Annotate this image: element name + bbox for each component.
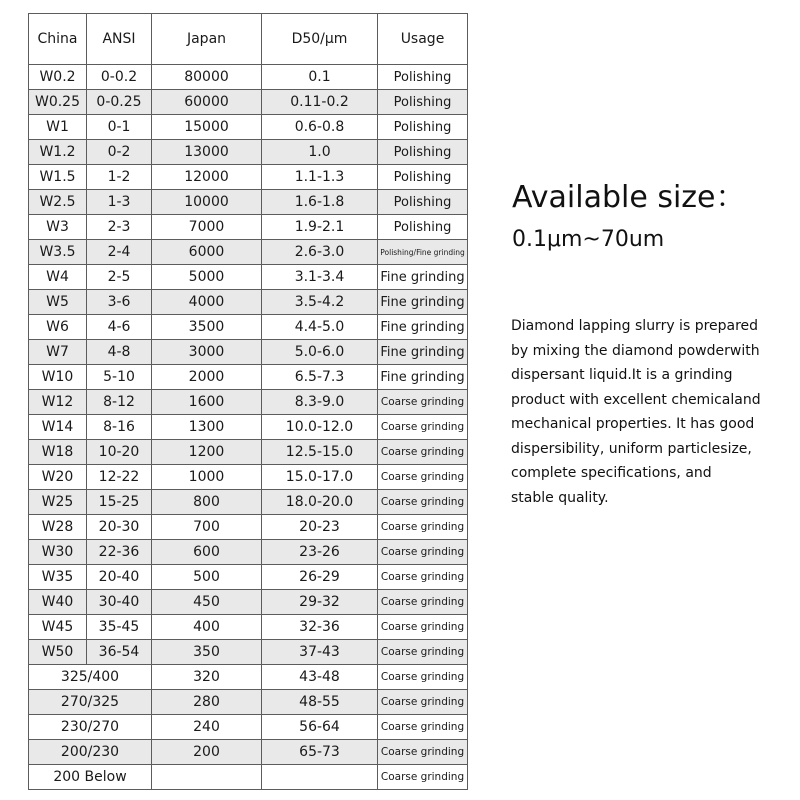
grit-size-table — [28, 13, 468, 790]
cell-d50: 65-73 — [262, 740, 378, 765]
cell-usage: Fine grinding — [378, 290, 468, 315]
product-description — [511, 314, 796, 510]
cell-d50: 29-32 — [262, 590, 378, 615]
cell-japan: 7000 — [152, 215, 262, 240]
cell-china: W2.5 — [29, 190, 87, 215]
cell-china: W50 — [29, 640, 87, 665]
cell-d50: 37-43 — [262, 640, 378, 665]
table-row — [29, 265, 468, 290]
cell-usage: Polishing — [378, 65, 468, 90]
cell-usage: Coarse grinding — [378, 765, 468, 790]
table-row — [29, 340, 468, 365]
cell-usage: Coarse grinding — [378, 390, 468, 415]
cell-japan: 10000 — [152, 190, 262, 215]
header-usage: Usage — [378, 14, 468, 65]
cell-mesh: 200 Below — [29, 765, 152, 790]
table-row — [29, 315, 468, 340]
table-row — [29, 190, 468, 215]
cell-usage: Polishing — [378, 215, 468, 240]
cell-ansi: 0-1 — [87, 115, 152, 140]
cell-usage: Fine grinding — [378, 265, 468, 290]
cell-china: W1 — [29, 115, 87, 140]
cell-china: W7 — [29, 340, 87, 365]
cell-d50: 12.5-15.0 — [262, 440, 378, 465]
cell-mesh: 270/325 — [29, 690, 152, 715]
cell-ansi: 2-3 — [87, 215, 152, 240]
cell-d50: 0.1 — [262, 65, 378, 90]
cell-mesh: 230/270 — [29, 715, 152, 740]
cell-china: W3 — [29, 215, 87, 240]
cell-d50: 1.0 — [262, 140, 378, 165]
table-row — [29, 240, 468, 265]
cell-japan: 400 — [152, 615, 262, 640]
cell-ansi: 15-25 — [87, 490, 152, 515]
cell-japan: 600 — [152, 540, 262, 565]
description-line: Diamond lapping slurry is prepared — [511, 318, 759, 334]
cell-d50: 1.6-1.8 — [262, 190, 378, 215]
cell-ansi: 3-6 — [87, 290, 152, 315]
cell-ansi: 8-16 — [87, 415, 152, 440]
cell-ansi: 8-12 — [87, 390, 152, 415]
cell-ansi: 12-22 — [87, 465, 152, 490]
cell-usage: Coarse grinding — [378, 690, 468, 715]
cell-china: W35 — [29, 565, 87, 590]
cell-japan: 2000 — [152, 365, 262, 390]
table-row — [29, 465, 468, 490]
cell-usage: Coarse grinding — [378, 640, 468, 665]
cell-ansi: 20-40 — [87, 565, 152, 590]
cell-d50: 32-36 — [262, 615, 378, 640]
cell-usage: Fine grinding — [378, 340, 468, 365]
cell-ansi: 0-2 — [87, 140, 152, 165]
cell-china: W28 — [29, 515, 87, 540]
cell-ansi: 2-5 — [87, 265, 152, 290]
cell-d50: 15.0-17.0 — [262, 465, 378, 490]
cell-d50: 43-48 — [262, 665, 378, 690]
cell-japan: 200 — [152, 740, 262, 765]
cell-japan: 280 — [152, 690, 262, 715]
cell-china: W25 — [29, 490, 87, 515]
table-header-row — [29, 14, 468, 65]
cell-china: W10 — [29, 365, 87, 390]
cell-ansi: 35-45 — [87, 615, 152, 640]
cell-d50: 3.5-4.2 — [262, 290, 378, 315]
cell-d50: 26-29 — [262, 565, 378, 590]
cell-usage: Polishing — [378, 140, 468, 165]
cell-ansi: 20-30 — [87, 515, 152, 540]
table-row — [29, 515, 468, 540]
cell-usage: Fine grinding — [378, 315, 468, 340]
cell-usage: Coarse grinding — [378, 415, 468, 440]
cell-d50: 5.0-6.0 — [262, 340, 378, 365]
table-row — [29, 540, 468, 565]
cell-china: W6 — [29, 315, 87, 340]
cell-ansi: 1-3 — [87, 190, 152, 215]
cell-china: W5 — [29, 290, 87, 315]
description-line: product with excellent chemicaland — [511, 391, 761, 408]
cell-d50: 48-55 — [262, 690, 378, 715]
cell-ansi: 5-10 — [87, 365, 152, 390]
cell-japan: 350 — [152, 640, 262, 665]
description-line: stable quality. — [511, 489, 609, 506]
cell-japan: 80000 — [152, 65, 262, 90]
table-row — [29, 115, 468, 140]
table-row — [29, 290, 468, 315]
table-row — [29, 365, 468, 390]
cell-japan: 500 — [152, 565, 262, 590]
cell-china: W18 — [29, 440, 87, 465]
cell-d50: 0.6-0.8 — [262, 115, 378, 140]
cell-japan: 1600 — [152, 390, 262, 415]
table-row — [29, 440, 468, 465]
cell-mesh: 200/230 — [29, 740, 152, 765]
cell-d50: 18.0-20.0 — [262, 490, 378, 515]
cell-japan: 800 — [152, 490, 262, 515]
cell-d50: 20-23 — [262, 515, 378, 540]
cell-d50: 10.0-12.0 — [262, 415, 378, 440]
cell-china: W0.25 — [29, 90, 87, 115]
cell-japan: 12000 — [152, 165, 262, 190]
cell-d50 — [262, 765, 378, 790]
cell-japan — [152, 765, 262, 790]
table-row — [29, 640, 468, 665]
cell-ansi: 0-0.25 — [87, 90, 152, 115]
cell-ansi: 4-8 — [87, 340, 152, 365]
cell-usage: Polishing — [378, 115, 468, 140]
description-line: dispersibility, uniform particlesize, — [511, 440, 752, 457]
cell-d50: 4.4-5.0 — [262, 315, 378, 340]
cell-d50: 1.1-1.3 — [262, 165, 378, 190]
cell-japan: 13000 — [152, 140, 262, 165]
cell-usage: Coarse grinding — [378, 715, 468, 740]
cell-japan: 1200 — [152, 440, 262, 465]
cell-japan: 240 — [152, 715, 262, 740]
cell-ansi: 0-0.2 — [87, 65, 152, 90]
cell-usage: Fine grinding — [378, 365, 468, 390]
cell-china: W14 — [29, 415, 87, 440]
table-row — [29, 415, 468, 440]
cell-usage: Coarse grinding — [378, 590, 468, 615]
cell-ansi: 36-54 — [87, 640, 152, 665]
table-row — [29, 215, 468, 240]
table-row — [29, 615, 468, 640]
cell-japan: 700 — [152, 515, 262, 540]
header-china: China — [29, 14, 87, 65]
table-row — [29, 490, 468, 515]
cell-japan: 5000 — [152, 265, 262, 290]
cell-china: W0.2 — [29, 65, 87, 90]
cell-usage: Coarse grinding — [378, 440, 468, 465]
cell-china: W1.2 — [29, 140, 87, 165]
cell-usage: Coarse grinding — [378, 490, 468, 515]
cell-d50: 1.9-2.1 — [262, 215, 378, 240]
cell-ansi: 22-36 — [87, 540, 152, 565]
cell-japan: 60000 — [152, 90, 262, 115]
cell-ansi: 30-40 — [87, 590, 152, 615]
cell-d50: 2.6-3.0 — [262, 240, 378, 265]
description-line: dispersant liquid.It is a grinding — [511, 367, 733, 383]
cell-china: W20 — [29, 465, 87, 490]
cell-ansi: 10-20 — [87, 440, 152, 465]
cell-china: W45 — [29, 615, 87, 640]
table-row — [29, 690, 468, 715]
header-d50: D50/µm — [262, 14, 378, 65]
table-row — [29, 390, 468, 415]
table-row — [29, 65, 468, 90]
header-japan: Japan — [152, 14, 262, 65]
cell-china: W4 — [29, 265, 87, 290]
cell-japan: 15000 — [152, 115, 262, 140]
cell-usage: Coarse grinding — [378, 740, 468, 765]
cell-usage: Coarse grinding — [378, 565, 468, 590]
cell-japan: 6000 — [152, 240, 262, 265]
header-ansi: ANSI — [87, 14, 152, 65]
cell-japan: 320 — [152, 665, 262, 690]
cell-japan: 3500 — [152, 315, 262, 340]
cell-usage: Polishing/Fine grinding — [378, 240, 468, 265]
table-row — [29, 140, 468, 165]
table-row — [29, 565, 468, 590]
size-range: 0.1μm~70um — [512, 227, 665, 252]
cell-d50: 23-26 — [262, 540, 378, 565]
cell-d50: 6.5-7.3 — [262, 365, 378, 390]
cell-japan: 450 — [152, 590, 262, 615]
cell-japan: 3000 — [152, 340, 262, 365]
table-row — [29, 715, 468, 740]
table-row — [29, 740, 468, 765]
cell-japan: 1000 — [152, 465, 262, 490]
cell-ansi: 1-2 — [87, 165, 152, 190]
cell-usage: Coarse grinding — [378, 465, 468, 490]
cell-usage: Coarse grinding — [378, 540, 468, 565]
available-size-title: Available size： — [512, 180, 746, 215]
cell-china: W12 — [29, 390, 87, 415]
cell-china: W40 — [29, 590, 87, 615]
cell-d50: 56-64 — [262, 715, 378, 740]
cell-usage: Coarse grinding — [378, 615, 468, 640]
table-row — [29, 165, 468, 190]
table-row — [29, 590, 468, 615]
table-row — [29, 765, 468, 790]
cell-usage: Polishing — [378, 190, 468, 215]
cell-mesh: 325/400 — [29, 665, 152, 690]
cell-japan: 1300 — [152, 415, 262, 440]
description-line: mechanical properties. It has good — [511, 416, 755, 432]
table-row — [29, 665, 468, 690]
cell-ansi: 4-6 — [87, 315, 152, 340]
cell-d50: 8.3-9.0 — [262, 390, 378, 415]
cell-usage: Polishing — [378, 90, 468, 115]
cell-usage: Polishing — [378, 165, 468, 190]
cell-china: W1.5 — [29, 165, 87, 190]
description-line: complete specifications, and — [511, 465, 712, 481]
cell-usage: Coarse grinding — [378, 515, 468, 540]
cell-japan: 4000 — [152, 290, 262, 315]
table-row — [29, 90, 468, 115]
cell-china: W3.5 — [29, 240, 87, 265]
cell-ansi: 2-4 — [87, 240, 152, 265]
cell-usage: Coarse grinding — [378, 665, 468, 690]
cell-d50: 0.11-0.2 — [262, 90, 378, 115]
cell-d50: 3.1-3.4 — [262, 265, 378, 290]
cell-china: W30 — [29, 540, 87, 565]
description-line: by mixing the diamond powderwith — [511, 342, 760, 359]
